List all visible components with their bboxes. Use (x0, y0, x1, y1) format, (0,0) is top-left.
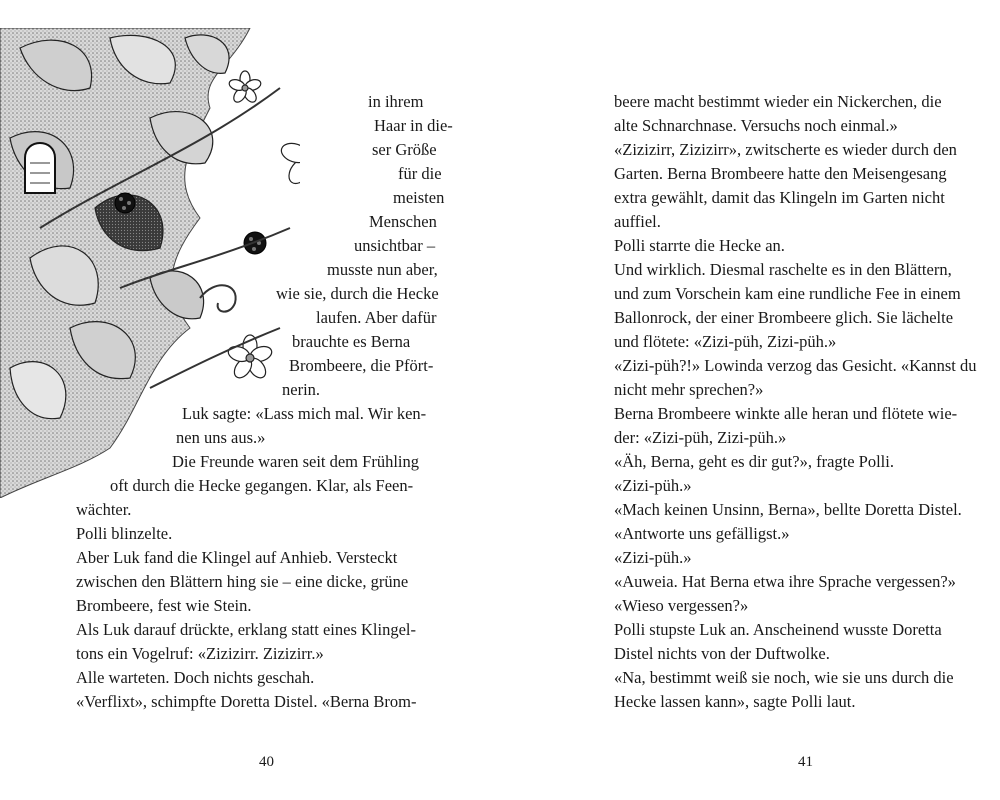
text-line: auffiel. (614, 212, 661, 231)
text-line: «Mach keinen Unsinn, Berna», bellte Doretta Distel. (614, 500, 962, 519)
text-line: Menschen (369, 212, 437, 231)
text-line: oft durch die Hecke gegangen. Klar, als Feen- (110, 476, 414, 495)
text-line: Und wirklich. Diesmal raschelte es in den Blättern, (614, 260, 952, 279)
text-line: in ihrem (368, 92, 424, 111)
text-line: musste nun aber, (327, 260, 438, 279)
text-line: Als Luk darauf drückte, erklang statt eines Klingel- (76, 620, 416, 639)
text-line: Die Freunde waren seit dem Frühling (172, 452, 419, 471)
text-line: extra gewählt, damit das Klingeln im Garten nicht (614, 188, 945, 207)
text-line: Brombeere, die Pfört- (289, 356, 434, 375)
text-line: «Zizi-püh.» (614, 476, 692, 495)
text-line: Distel nichts von der Duftwolke. (614, 644, 830, 663)
text-line: «Zizi-püh?!» Lowinda verzog das Gesicht. «Kannst du (614, 356, 977, 375)
text-line: der: «Zizi-püh, Zizi-püh.» (614, 428, 787, 447)
text-line: nicht mehr sprechen?» (614, 380, 764, 399)
text-line: Garten. Berna Brombeere hatte den Meisengesang (614, 164, 947, 183)
text-line: brauchte es Berna (292, 332, 411, 351)
text-line: Polli stupste Luk an. Anscheinend wusste Doretta (614, 620, 942, 639)
text-line: und flötete: «Zizi-püh, Zizi-püh.» (614, 332, 837, 351)
text-line: unsichtbar – (354, 236, 436, 255)
text-line: meisten (393, 188, 445, 207)
text-line: «Zizizirr, Zizizirr», zwitscherte es wieder durch den (614, 140, 957, 159)
text-line: Haar in die- (374, 116, 453, 135)
text-line: «Na, bestimmt weiß sie noch, wie sie uns durch die (614, 668, 954, 687)
text-line: «Auweia. Hat Berna etwa ihre Sprache vergessen?» (614, 572, 956, 591)
text-line: laufen. Aber dafür (316, 308, 437, 327)
text-line: ser Größe (372, 140, 437, 159)
text-line: «Zizi-püh.» (614, 548, 692, 567)
text-line: Ballonrock, der einer Brombeere glich. Sie lächelte (614, 308, 954, 327)
text-line: nerin. (282, 380, 321, 399)
text-line: «Äh, Berna, geht es dir gut?», fragte Polli. (614, 452, 894, 471)
page-number: 41 (798, 754, 813, 770)
text-line: Berna Brombeere winkte alle heran und flötete wie- (614, 404, 958, 423)
text-line: Brombeere, fest wie Stein. (76, 596, 252, 615)
text-line: «Verflixt», schimpfte Doretta Distel. «Berna Brom- (76, 692, 417, 711)
page-number: 40 (259, 754, 274, 770)
text-line: wie sie, durch die Hecke (276, 284, 439, 303)
text-line: Polli starrte die Hecke an. (614, 236, 785, 255)
text-line: Luk sagte: «Lass mich mal. Wir ken- (182, 404, 427, 423)
text-line: nen uns aus.» (176, 428, 266, 447)
text-line: beere macht bestimmt wieder ein Nickerchen, die (614, 92, 942, 111)
text-line: zwischen den Blättern hing sie – eine dicke, grüne (76, 572, 409, 591)
text-line: «Antworte uns gefälligst.» (614, 524, 790, 543)
text-line: Hecke lassen kann», sagte Polli laut. (614, 692, 856, 711)
text-line: «Wieso vergessen?» (614, 596, 749, 615)
text-line: alte Schnarchnase. Versuchs noch einmal.» (614, 116, 898, 135)
right-page (500, 0, 1000, 800)
text-line: Aber Luk fand die Klingel auf Anhieb. Versteckt (76, 548, 398, 567)
text-line: Alle warteten. Doch nichts geschah. (76, 668, 315, 687)
text-line: tons ein Vogelruf: «Zizizirr. Zizizirr.» (76, 644, 324, 663)
text-line: und zum Vorschein kam eine rundliche Fee in einem (614, 284, 961, 303)
text-line: für die (398, 164, 442, 183)
text-line: Polli blinzelte. (76, 524, 173, 543)
text-line: wächter. (76, 500, 132, 519)
